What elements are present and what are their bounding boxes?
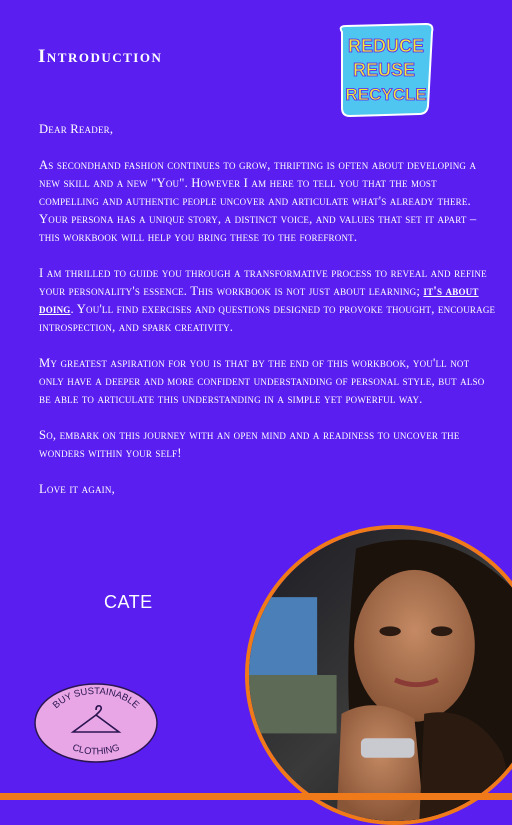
paragraph-2	[39, 264, 497, 336]
sticker-line-1: REDUCE	[347, 36, 425, 56]
sticker-line-3: RECYCLE	[345, 85, 427, 104]
page-title: Introduction	[38, 46, 163, 67]
bottom-accent-bar	[0, 793, 512, 800]
paragraph-2-end: . You'll find exercises and questions designed to provoke thought, encourage introspection, and spark creativity.	[39, 302, 496, 334]
badge-bottom-text: CLOTHING	[70, 742, 122, 758]
badge-top-text: BUY SUSTAINABLE	[50, 685, 142, 712]
buy-sustainable-badge	[33, 682, 159, 764]
paragraph-2-start: I am thrilled to guide you through a transformative process to reveal and refine your personality's essence. This workbook is not just about learning;	[39, 266, 487, 298]
emphasis-text: it's about doing	[39, 284, 479, 316]
paragraph-1: As secondhand fashion continues to grow, thrifting is often about developing a new skill and a new "You". However I am here to tell you that the most compelling and authentic people uncover and articulate what's already there. Your persona has a unique story, a distinct voice, and values that set it apart – this workbook will help you bring these to the forefront.	[39, 158, 477, 244]
paragraph-4: So, embark on this journey with an open mind and a readiness to uncover the wonders within your self!	[39, 428, 460, 460]
author-photo	[245, 525, 512, 825]
letter-body	[39, 120, 497, 516]
reduce-reuse-recycle-sticker	[336, 22, 436, 118]
sticker-line-2: REUSE	[352, 60, 416, 80]
signature: CATE	[104, 592, 153, 612]
portrait-image	[249, 529, 512, 821]
paragraph-3: My greatest aspiration for you is that by the end of this workbook, you'll not only have a deeper and more confident understanding of personal style, but also be able to articulate this understanding in a simple yet powerful way.	[39, 356, 485, 406]
salutation: Dear Reader,	[39, 122, 114, 136]
closing: Love it again,	[39, 482, 115, 496]
